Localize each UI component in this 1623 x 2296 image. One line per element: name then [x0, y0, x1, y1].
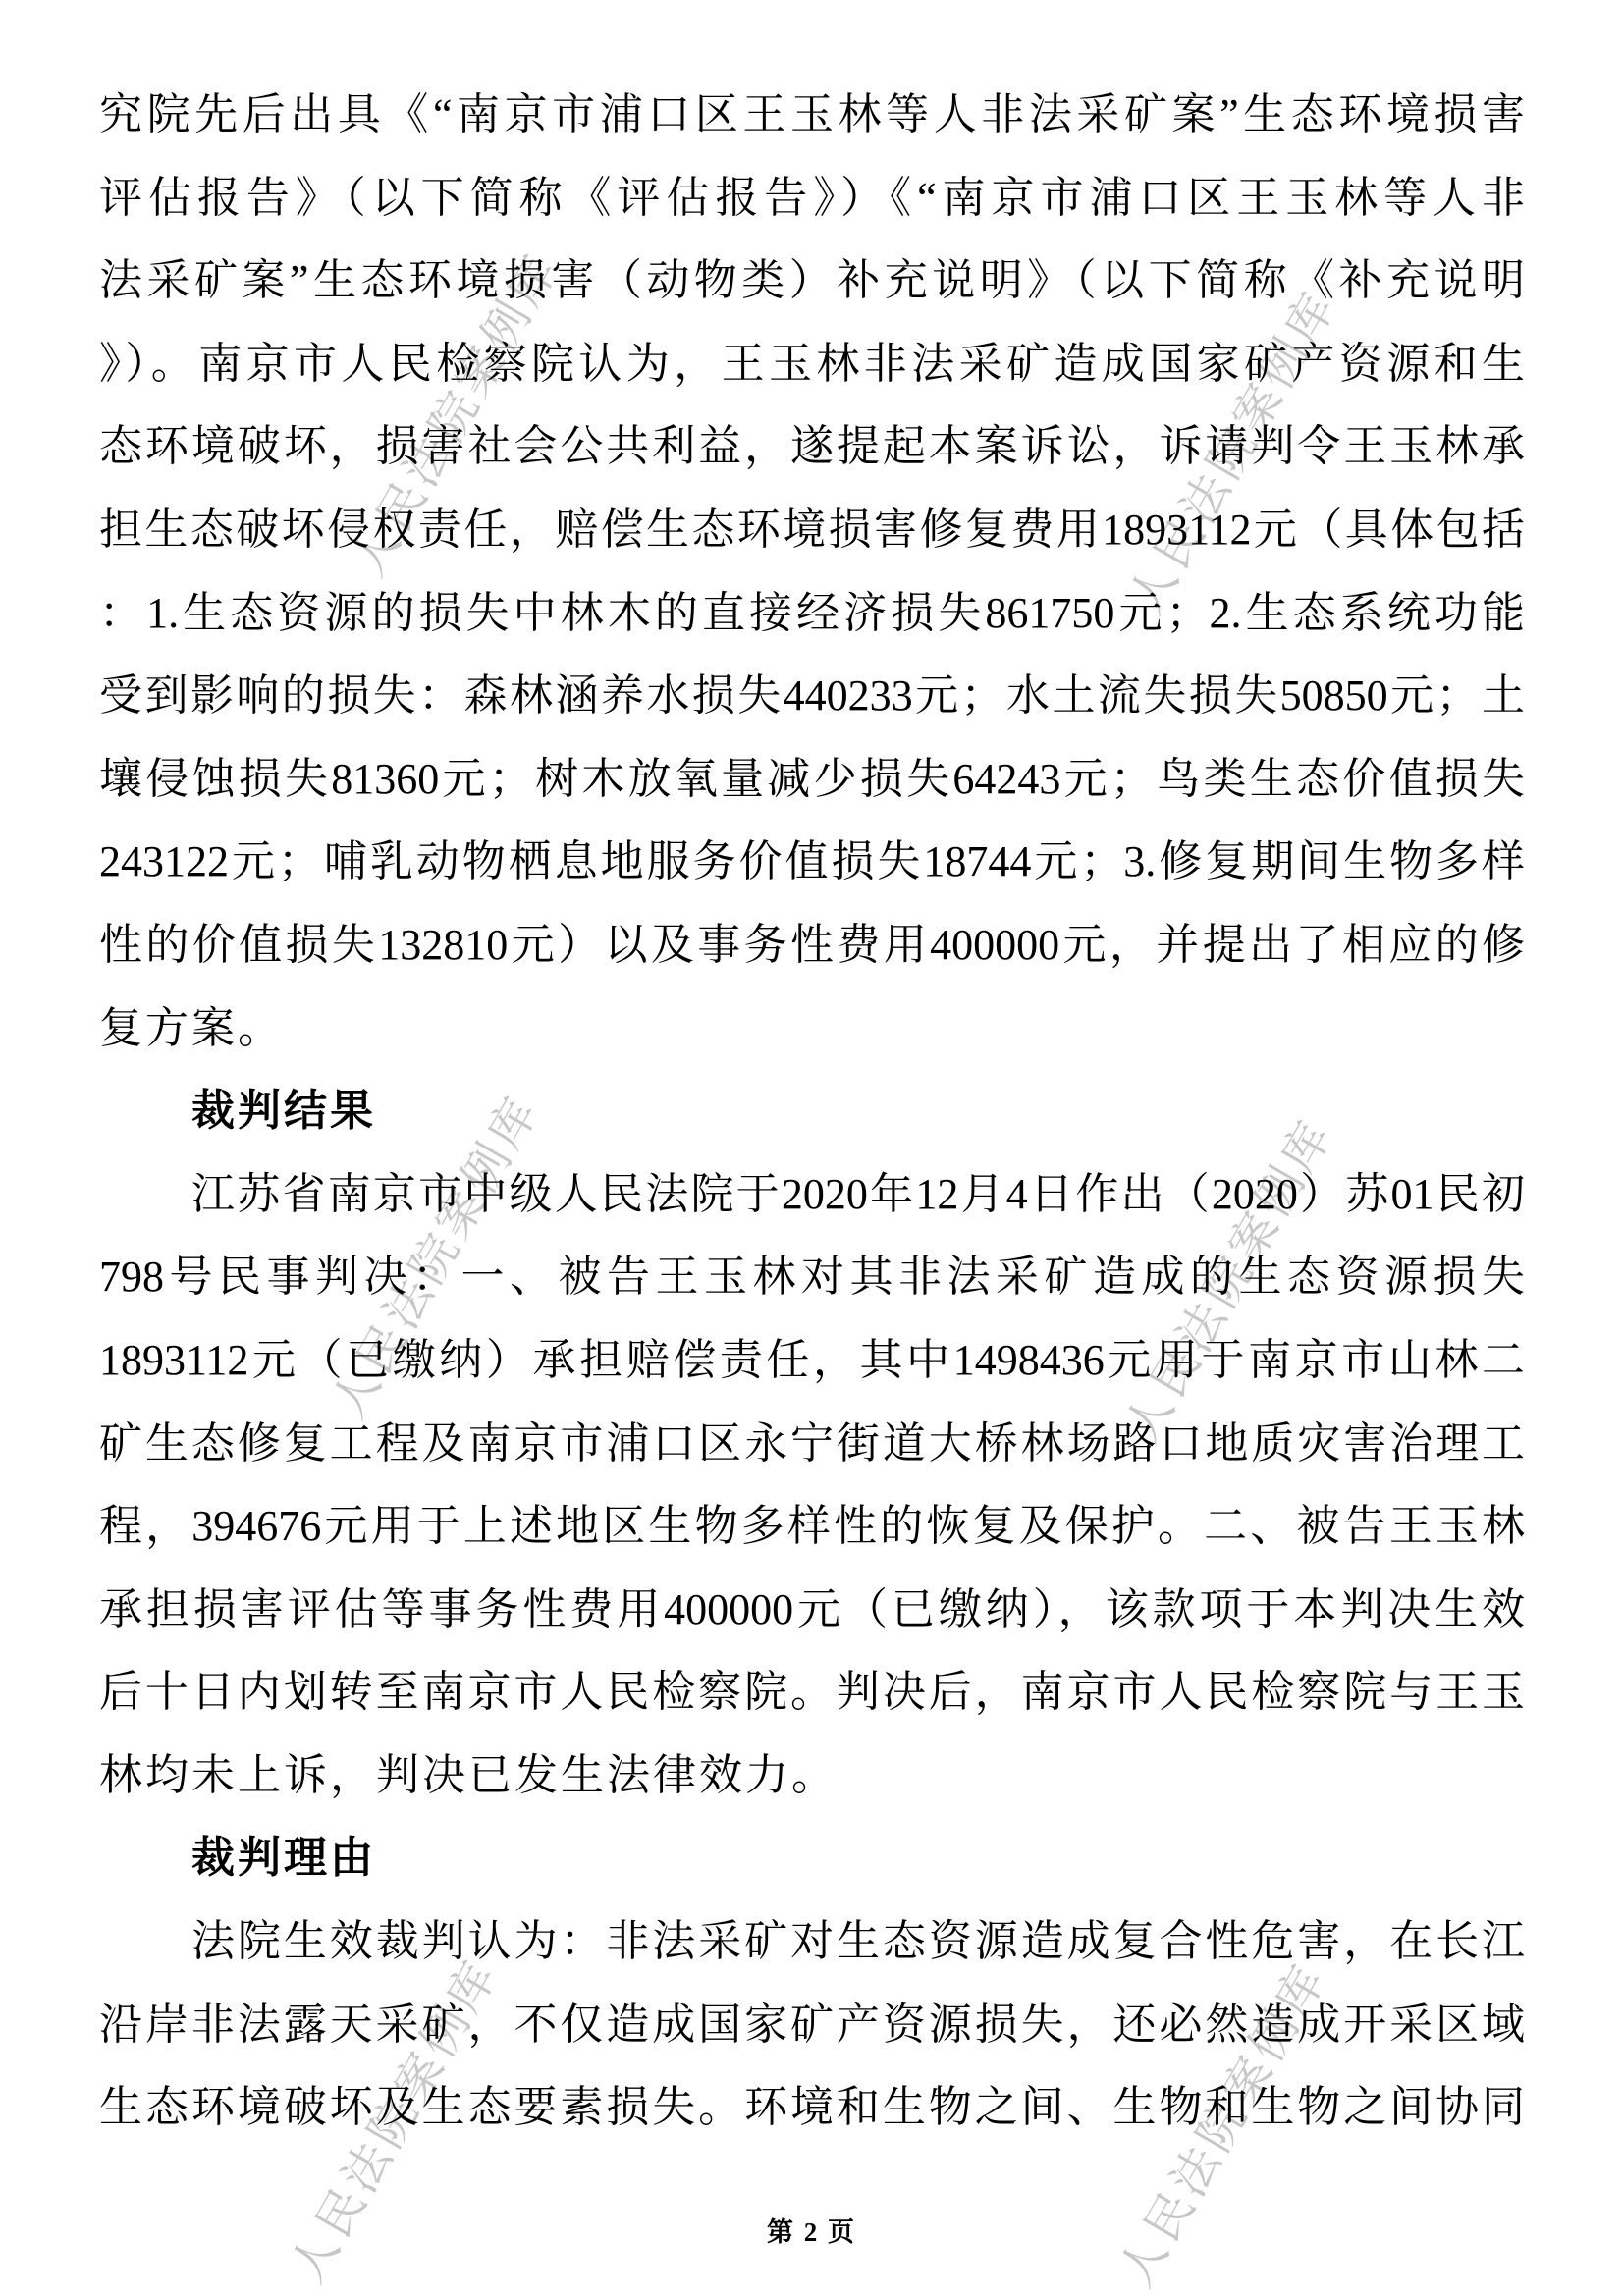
watermark-text: 人民法院案例库	[322, 1086, 551, 1428]
section-heading: 裁判结果	[191, 1087, 376, 1136]
text-line: 》）。南京市人民检察院认为，王玉林非法采矿造成国家矿产资源和生	[99, 339, 1525, 388]
watermark-text: 人民法院案例库	[1119, 281, 1348, 623]
text-line: 担生态破坏侵权责任，赔偿生态环境损害修复费用1893112元（具体包括	[99, 505, 1525, 554]
document-body	[99, 74, 1525, 2150]
text-line: 法院生效裁判认为：非法采矿对生态资源造成复合性危害，在长江	[191, 1917, 1525, 1966]
text-line: 性的价值损失132810元）以及事务性费用400000元，并提出了相应的修	[99, 920, 1525, 969]
text-line: 生态环境破坏及生态要素损失。环境和生物之间、生物和生物之间协同	[99, 2083, 1525, 2132]
text-line: 沿岸非法露天采矿，不仅造成国家矿产资源损失，还必然造成开采区域	[99, 2000, 1525, 2049]
text-line: 243122元；哺乳动物栖息地服务价值损失18744元；3.修复期间生物多样	[99, 837, 1525, 886]
text-line: 法采矿案”生态环境损害（动物类）补充说明》（以下简称《补充说明	[99, 256, 1525, 305]
text-line: ：1.生态资源的损失中林木的直接经济损失861750元；2.生态系统功能	[99, 588, 1525, 637]
text-line: 态环境破坏，损害社会公共利益，遂提起本案诉讼，诉请判令王玉林承	[99, 422, 1525, 471]
watermark-text: 人民法院案例库	[1115, 1109, 1344, 1452]
text-line: 林均未上诉，判决已发生法律效力。	[99, 1750, 838, 1799]
text-line: 后十日内划转至南京市人民检察院。判决后，南京市人民检察院与王玉	[99, 1668, 1525, 1717]
watermark-text: 人民法院案例库	[342, 243, 570, 586]
text-line: 评估报告》（以下简称《评估报告》）《“南京市浦口区王玉林等人非	[99, 173, 1525, 222]
text-line: 受到影响的损失：森林涵养水损失440233元；水土流失损失50850元；土	[99, 671, 1525, 721]
text-line: 程，394676元用于上述地区生物多样性的恢复及保护。二、被告王玉林	[99, 1502, 1525, 1551]
text-line: 壤侵蚀损失81360元；树木放氧量减少损失64243元；鸟类生态价值损失	[99, 754, 1525, 803]
text-line: 江苏省南京市中级人民法院于2020年12月4日作出（2020）苏01民初	[191, 1169, 1525, 1218]
text-line: 1893112元（已缴纳）承担赔偿责任，其中1498436元用于南京市山林二	[99, 1335, 1525, 1384]
text-line: 复方案。	[99, 1003, 284, 1052]
text-line: 798号民事判决：一、被告王玉林对其非法采矿造成的生态资源损失	[99, 1253, 1525, 1302]
text-line: 究院先后出具《“南京市浦口区王玉林等人非法采矿案”生态环境损害	[99, 90, 1525, 138]
text-line: 承担损害评估等事务性费用400000元（已缴纳），该款项于本判决生效	[99, 1584, 1525, 1633]
watermark-text: 人民法院案例库	[281, 1949, 510, 2292]
text-line: 矿生态修复工程及南京市浦口区永宁街道大桥林场路口地质灾害治理工	[99, 1418, 1525, 1468]
section-heading: 裁判理由	[191, 1834, 376, 1883]
watermark-text: 人民法院案例库	[1109, 1953, 1338, 2296]
page-number: 第 2 页	[767, 2217, 856, 2247]
